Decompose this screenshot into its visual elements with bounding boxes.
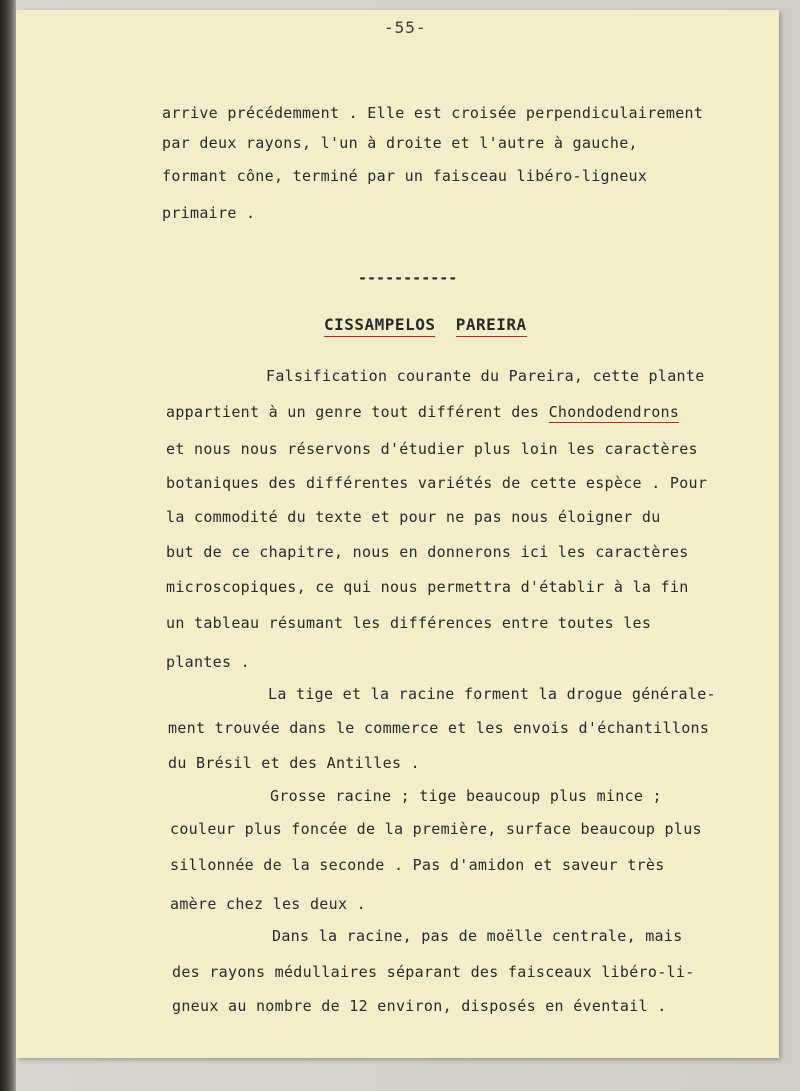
text-line: plantes . bbox=[166, 653, 250, 671]
heading-word-genus: CISSAMPELOS bbox=[324, 315, 435, 337]
text-line: sillonnée de la seconde . Pas d'amidon et saveur très bbox=[170, 856, 665, 874]
text-line: ment trouvée dans le commerce et les envois d'échantillons bbox=[168, 719, 710, 737]
text-line: par deux rayons, l'un à droite et l'autre à gauche, bbox=[162, 134, 638, 152]
text-line: amère chez les deux . bbox=[170, 895, 366, 913]
text-line: des rayons médullaires séparant des faisceaux libéro-li- bbox=[172, 963, 695, 981]
text-line: du Brésil et des Antilles . bbox=[168, 754, 420, 772]
text-line: primaire . bbox=[162, 204, 256, 222]
text-line: botaniques des différentes variétés de cette espèce . Pour bbox=[166, 474, 708, 492]
heading-word-species: PAREIRA bbox=[456, 315, 527, 337]
text-line: microscopiques, ce qui nous permettra d'établir à la fin bbox=[166, 578, 689, 596]
document-page bbox=[16, 10, 779, 1058]
page-number: -55- bbox=[384, 18, 427, 37]
text-line: la commodité du texte et pour ne pas nous éloigner du bbox=[166, 508, 661, 526]
text-line: gneux au nombre de 12 environ, disposés en éventail . bbox=[172, 997, 667, 1015]
text-line: couleur plus foncée de la première, surface beaucoup plus bbox=[170, 820, 702, 838]
section-heading bbox=[324, 315, 527, 334]
genus-name-underlined: Chondodendrons bbox=[548, 403, 680, 421]
text-segment: appartient à un genre tout différent des bbox=[166, 403, 549, 421]
text-line: but de ce chapitre, nous en donnerons ici les caractères bbox=[166, 543, 689, 561]
text-line: Grosse racine ; tige beaucoup plus mince ; bbox=[270, 787, 662, 805]
text-line: formant cône, terminé par un faisceau libéro-ligneux bbox=[162, 167, 648, 185]
section-separator: ----------- bbox=[358, 269, 458, 287]
text-line: La tige et la racine forment la drogue générale- bbox=[268, 685, 716, 703]
text-line bbox=[166, 403, 679, 421]
book-binding-edge bbox=[0, 0, 16, 1091]
text-line: arrive précédemment . Elle est croisée perpendiculairement bbox=[162, 104, 704, 122]
text-line: et nous nous réservons d'étudier plus loin les caractères bbox=[166, 440, 698, 458]
text-line: Dans la racine, pas de moëlle centrale, mais bbox=[272, 927, 683, 945]
text-line: Falsification courante du Pareira, cette plante bbox=[266, 367, 705, 385]
text-line: un tableau résumant les différences entre toutes les bbox=[166, 614, 652, 632]
